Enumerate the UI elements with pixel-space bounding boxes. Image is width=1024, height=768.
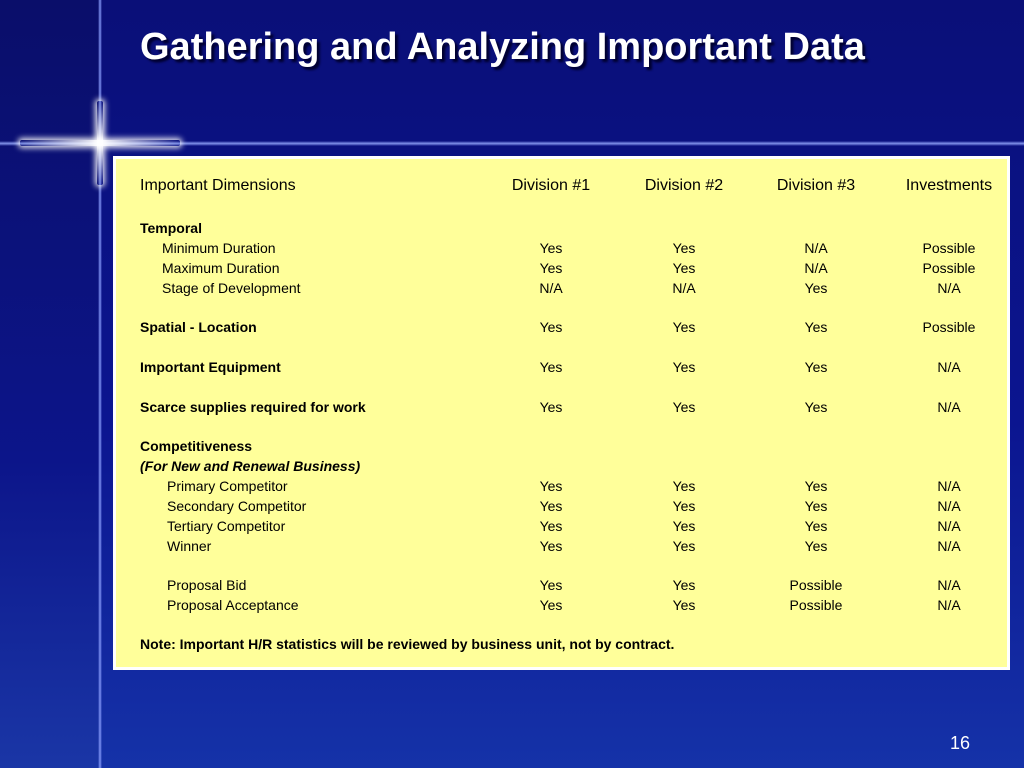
investments-value: N/A	[937, 280, 961, 296]
division-3-value: Yes	[804, 538, 828, 554]
row-label: Primary Competitor	[167, 478, 288, 494]
investments-value: Possible	[922, 319, 976, 335]
row-label: Tertiary Competitor	[167, 518, 286, 534]
table-row	[116, 536, 1007, 556]
division-1-value: Yes	[539, 538, 563, 554]
table-row	[116, 357, 1007, 377]
investments-value: N/A	[937, 577, 961, 593]
left-decor-band	[0, 0, 100, 768]
division-1-value: Yes	[539, 478, 563, 494]
division-2-value: Yes	[672, 319, 696, 335]
section-heading-competitiveness: Competitiveness	[140, 438, 253, 454]
section-heading-row	[116, 436, 1007, 456]
investments-value: N/A	[937, 597, 961, 613]
division-2-value: Yes	[672, 538, 696, 554]
division-2-value: Yes	[672, 597, 696, 613]
division-1-value: N/A	[539, 280, 563, 296]
table-row	[116, 397, 1007, 417]
table-row	[116, 516, 1007, 536]
division-3-value: N/A	[804, 240, 828, 256]
row-label-spatial-location: Spatial - Location	[140, 319, 257, 335]
slide-title: Gathering and Analyzing Important Data	[140, 26, 865, 68]
division-2-value: Yes	[672, 260, 696, 276]
division-3-value: Yes	[804, 280, 828, 296]
page-number: 16	[949, 733, 971, 753]
header-division-1: Division #1	[511, 177, 591, 194]
division-2-value: Yes	[672, 478, 696, 494]
section-heading-temporal: Temporal	[140, 220, 202, 236]
division-3-value: Yes	[804, 319, 828, 335]
division-3-value: Yes	[804, 399, 828, 415]
header-important-dimensions: Important Dimensions	[140, 177, 296, 194]
data-table-panel	[113, 156, 1010, 670]
division-2-value: N/A	[672, 280, 696, 296]
division-3-value: Possible	[789, 597, 843, 613]
division-1-value: Yes	[539, 260, 563, 276]
row-label-important-equipment: Important Equipment	[140, 359, 281, 375]
investments-value: Possible	[922, 260, 976, 276]
row-label: Proposal Bid	[167, 577, 247, 593]
header-division-2: Division #2	[644, 177, 724, 194]
division-2-value: Yes	[672, 518, 696, 534]
division-1-value: Yes	[539, 577, 563, 593]
division-2-value: Yes	[672, 498, 696, 514]
section-heading-row	[116, 218, 1007, 238]
division-1-value: Yes	[539, 359, 563, 375]
table-row	[116, 575, 1007, 595]
table-row	[116, 258, 1007, 278]
division-3-value: Possible	[789, 577, 843, 593]
note-row	[116, 634, 1007, 654]
row-label: Secondary Competitor	[167, 498, 307, 514]
division-2-value: Yes	[672, 399, 696, 415]
row-label: Minimum Duration	[162, 240, 276, 256]
division-3-value: Yes	[804, 518, 828, 534]
investments-value: N/A	[937, 518, 961, 534]
table-header-row	[116, 176, 1007, 196]
row-label-scarce-supplies: Scarce supplies required for work	[140, 399, 366, 415]
investments-value: Possible	[922, 240, 976, 256]
division-1-value: Yes	[539, 518, 563, 534]
table-row	[116, 238, 1007, 258]
row-label: Maximum Duration	[162, 260, 280, 276]
division-3-value: N/A	[804, 260, 828, 276]
division-3-value: Yes	[804, 478, 828, 494]
row-label: Proposal Acceptance	[167, 597, 299, 613]
investments-value: N/A	[937, 399, 961, 415]
division-1-value: Yes	[539, 597, 563, 613]
investments-value: N/A	[937, 478, 961, 494]
header-division-3: Division #3	[776, 177, 856, 194]
division-3-value: Yes	[804, 359, 828, 375]
division-3-value: Yes	[804, 498, 828, 514]
section-subheading-new-renewal: (For New and Renewal Business)	[140, 458, 361, 474]
division-1-value: Yes	[539, 498, 563, 514]
table-row	[116, 476, 1007, 496]
row-label: Winner	[167, 538, 212, 554]
table-row	[116, 278, 1007, 298]
investments-value: N/A	[937, 538, 961, 554]
division-2-value: Yes	[672, 240, 696, 256]
table-row	[116, 496, 1007, 516]
investments-value: N/A	[937, 359, 961, 375]
row-label: Stage of Development	[162, 280, 301, 296]
investments-value: N/A	[937, 498, 961, 514]
table-row	[116, 595, 1007, 615]
division-2-value: Yes	[672, 577, 696, 593]
division-1-value: Yes	[539, 319, 563, 335]
table-row	[116, 317, 1007, 337]
division-2-value: Yes	[672, 359, 696, 375]
table-note: Note: Important H/R statistics will be reviewed by business unit, not by contract.	[140, 636, 675, 652]
section-subheading-row	[116, 456, 1007, 476]
header-investments: Investments	[905, 177, 993, 194]
division-1-value: Yes	[539, 240, 563, 256]
division-1-value: Yes	[539, 399, 563, 415]
